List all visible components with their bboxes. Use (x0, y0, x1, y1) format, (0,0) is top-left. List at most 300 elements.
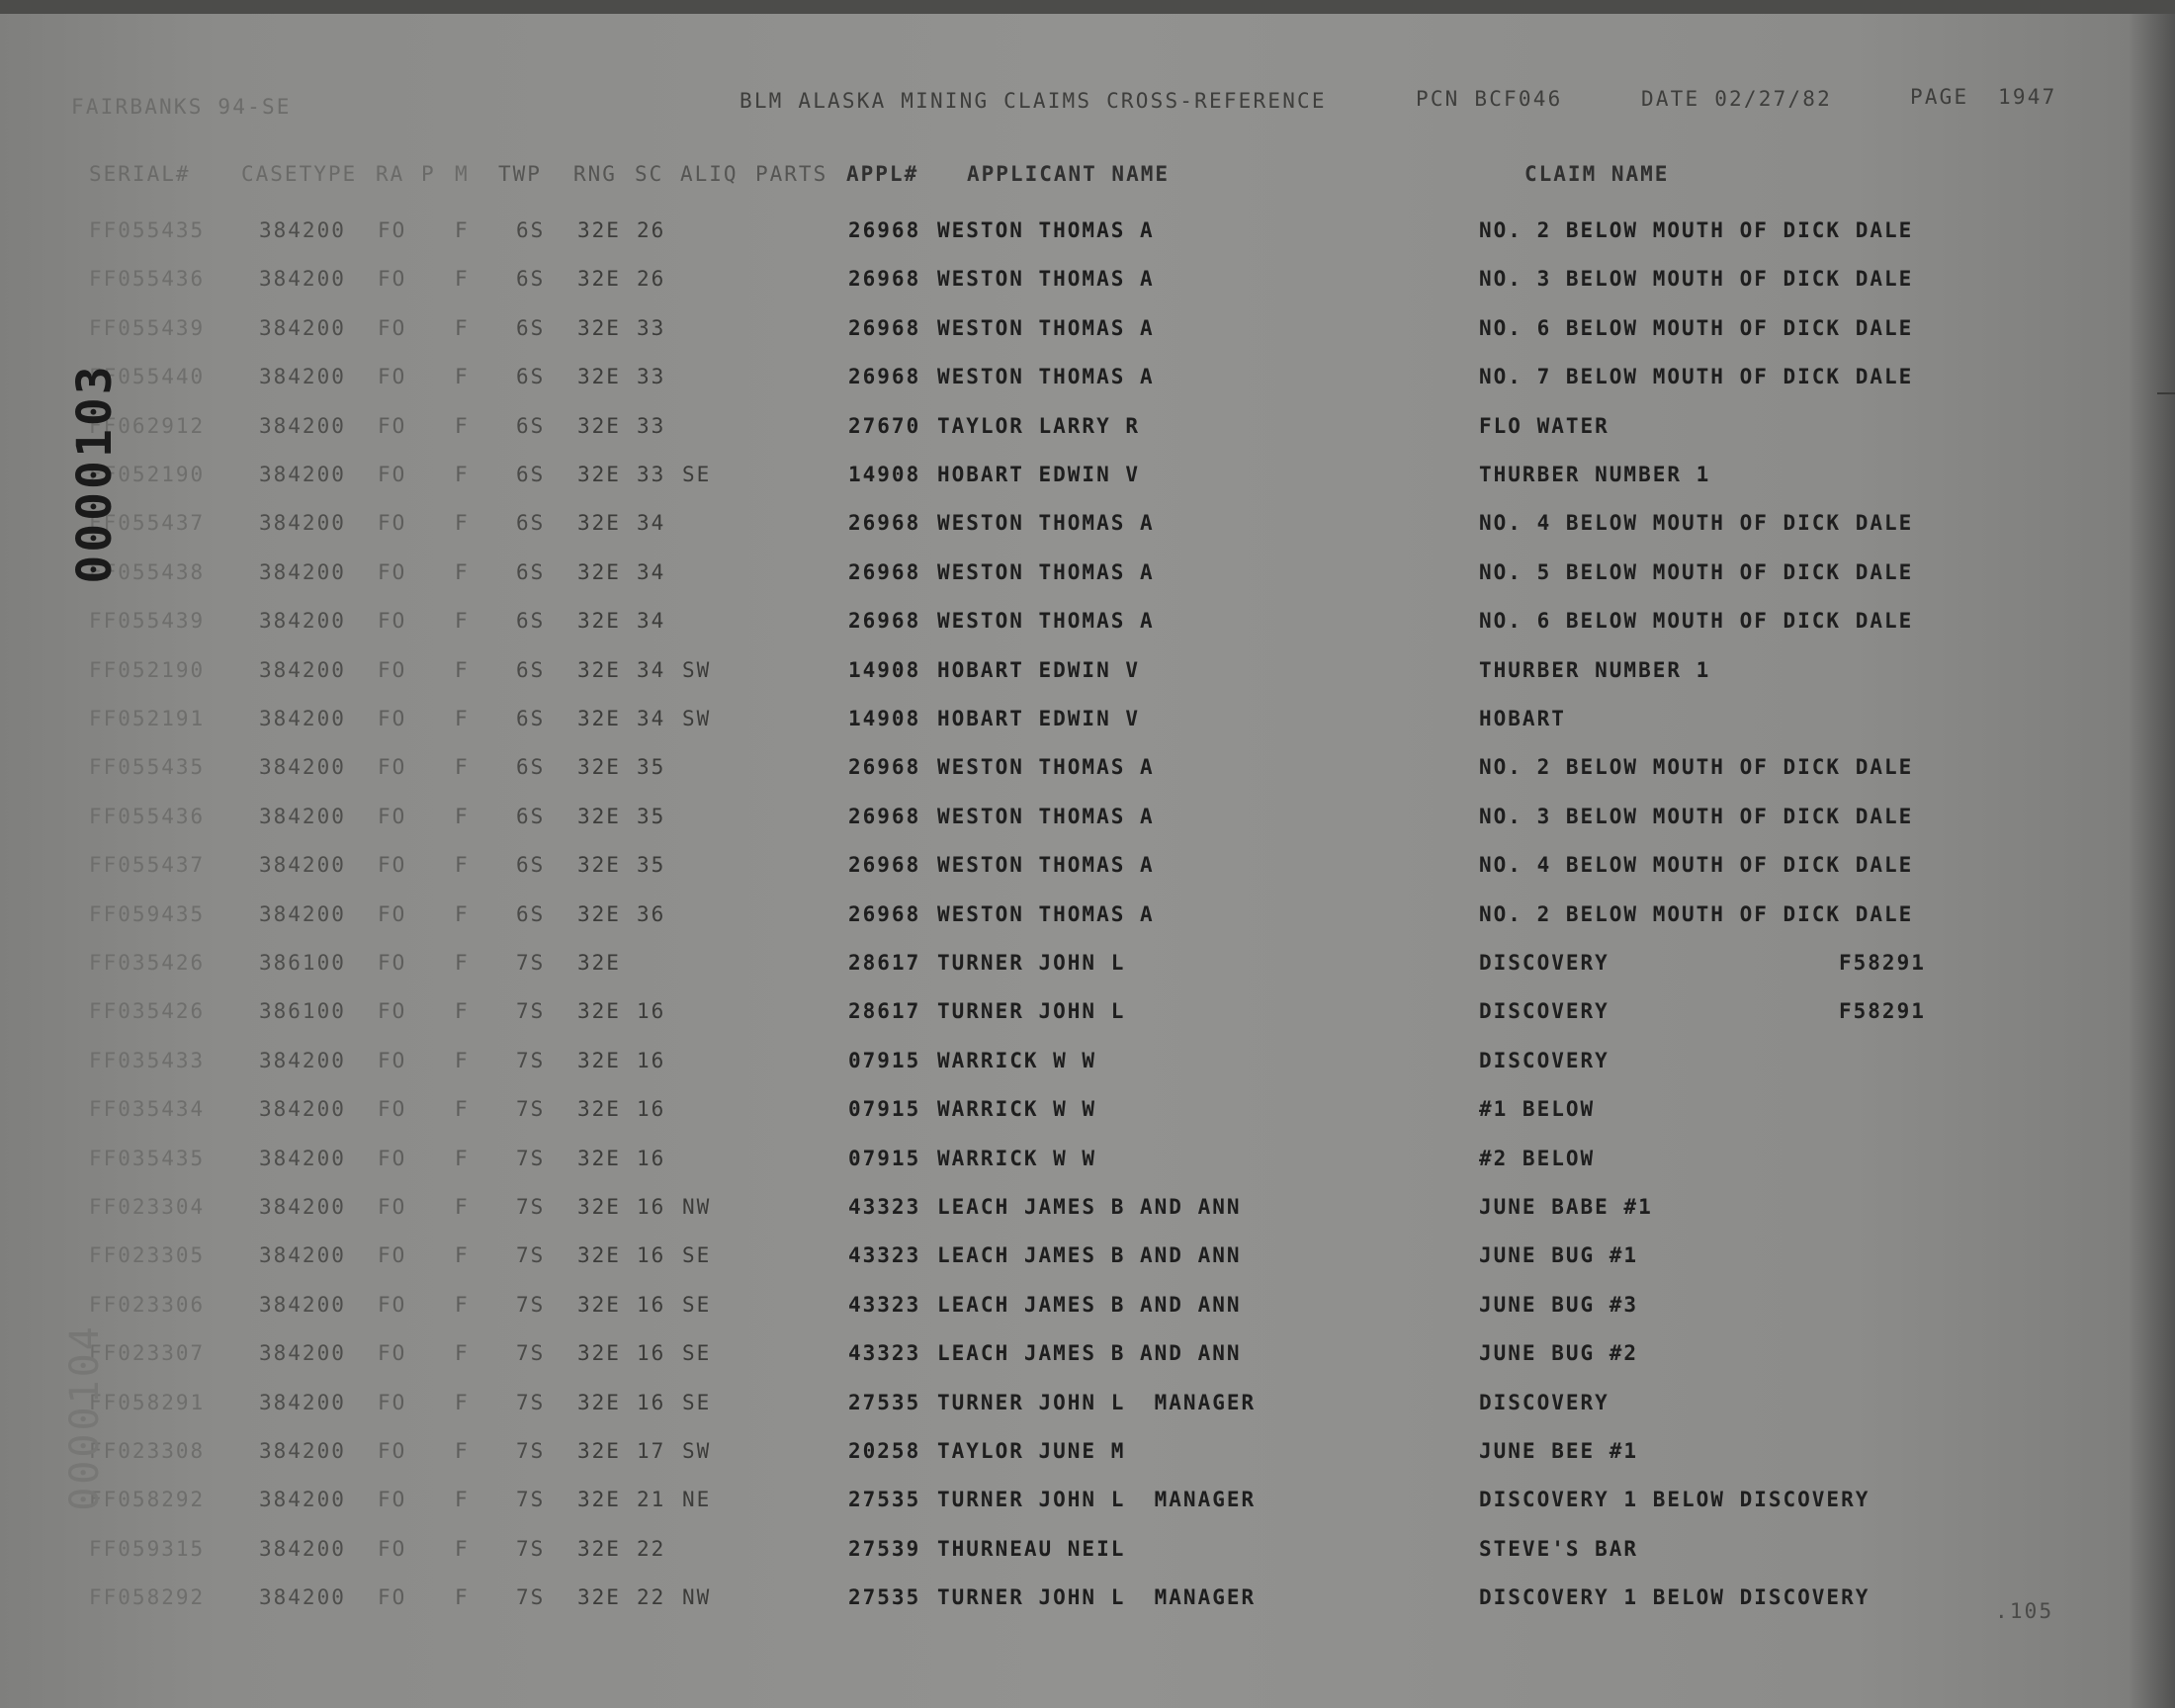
cell-p: F (455, 559, 470, 584)
cell-sc: 34 (637, 559, 666, 584)
table-row (0, 1293, 2175, 1332)
table-row (0, 609, 2175, 648)
cell-ra: FO (378, 1146, 407, 1170)
report-title: BLM ALASKA MINING CLAIMS CROSS-REFERENCE (740, 89, 1327, 113)
cell-casetype: 384200 (259, 1439, 346, 1463)
cell-ra: FO (378, 1048, 407, 1072)
cell-rng: 32E (577, 1292, 621, 1317)
cell-appl: 28617 (848, 951, 921, 975)
cell-claim-name: DISCOVERY (1479, 951, 1610, 975)
cell-twp: 7S (516, 1292, 546, 1317)
cell-ra: FO (378, 463, 407, 486)
cell-serial: FF055438 (89, 559, 206, 584)
cell-applicant-name: LEACH JAMES B AND ANN (937, 1243, 1242, 1268)
cell-appl: 26968 (848, 804, 921, 828)
cell-applicant-name: HOBART EDWIN V (937, 707, 1141, 730)
cell-applicant-name: WARRICK W W (937, 1146, 1097, 1170)
cell-twp: 7S (516, 1390, 546, 1414)
cell-twp: 6S (516, 804, 546, 828)
cell-aliq: SE (682, 1243, 712, 1268)
cell-serial: FF052190 (89, 463, 206, 486)
cell-sc: 34 (637, 707, 666, 730)
cell-ra: FO (378, 853, 407, 878)
cell-serial: FF058292 (89, 1585, 206, 1610)
cell-appl: 43323 (848, 1243, 921, 1268)
cell-ra: FO (378, 511, 407, 536)
cell-rng: 32E (577, 1341, 621, 1366)
cell-casetype: 384200 (259, 707, 346, 730)
cell-appl: 26968 (848, 315, 921, 340)
table-row (0, 365, 2175, 404)
cell-applicant-name: WESTON THOMAS A (937, 559, 1155, 584)
cell-sc: 22 (637, 1536, 666, 1561)
cell-sc: 16 (637, 1341, 666, 1366)
cell-casetype: 384200 (259, 1341, 346, 1366)
cell-claim-name: #1 BELOW (1479, 1097, 1596, 1122)
cell-p: F (455, 1341, 470, 1366)
cell-aliq: SW (682, 707, 712, 730)
cell-twp: 7S (516, 951, 546, 975)
table-row (0, 1097, 2175, 1137)
column-header-claim: CLAIM NAME (1524, 162, 1670, 186)
cell-ra: FO (378, 1439, 407, 1463)
cell-aliq: SE (682, 1341, 712, 1366)
cell-claim-name: NO. 3 BELOW MOUTH OF DICK DALE (1479, 267, 1914, 292)
cell-claim-name: THURBER NUMBER 1 (1479, 657, 1711, 682)
cell-serial: FF035433 (89, 1048, 206, 1072)
cell-casetype: 384200 (259, 1585, 346, 1610)
cell-p: F (455, 1097, 470, 1122)
cell-appl: 26968 (848, 559, 921, 584)
cell-serial: FF035426 (89, 951, 206, 975)
cell-ra: FO (378, 1195, 407, 1219)
cell-twp: 6S (516, 853, 546, 878)
cell-ra: FO (378, 267, 407, 292)
cell-rng: 32E (577, 853, 621, 878)
cell-twp: 6S (516, 365, 546, 389)
cell-applicant-name: WESTON THOMAS A (937, 804, 1155, 828)
cell-p: F (455, 609, 470, 634)
cell-sc: 33 (637, 315, 666, 340)
cell-serial: FF023307 (89, 1341, 206, 1366)
cell-ra: FO (378, 1536, 407, 1561)
cell-twp: 7S (516, 1536, 546, 1561)
cell-twp: 7S (516, 1439, 546, 1463)
cell-twp: 6S (516, 707, 546, 730)
cell-serial: FF055440 (89, 365, 206, 389)
table-row (0, 658, 2175, 698)
cell-ra: FO (378, 999, 407, 1024)
cell-p: F (455, 951, 470, 975)
cell-casetype: 384200 (259, 365, 346, 389)
cell-appl: 26968 (848, 901, 921, 926)
cell-rng: 32E (577, 1439, 621, 1463)
cell-twp: 6S (516, 315, 546, 340)
table-row (0, 1195, 2175, 1235)
cell-p: F (455, 267, 470, 292)
cell-reference: F58291 (1839, 999, 1926, 1024)
cell-claim-name: JUNE BUG #1 (1479, 1243, 1639, 1268)
cell-twp: 7S (516, 1488, 546, 1512)
cell-ra: FO (378, 1488, 407, 1512)
column-header-p: P (421, 162, 436, 186)
cell-casetype: 384200 (259, 1488, 346, 1512)
cell-ra: FO (378, 1243, 407, 1268)
cell-aliq: SW (682, 1439, 712, 1463)
cell-claim-name: DISCOVERY (1479, 999, 1610, 1024)
cell-ra: FO (378, 804, 407, 828)
cell-claim-name: THURBER NUMBER 1 (1479, 463, 1711, 486)
cell-casetype: 384200 (259, 1097, 346, 1122)
cell-sc: 34 (637, 511, 666, 536)
cell-appl: 27535 (848, 1390, 921, 1414)
cell-ra: FO (378, 1097, 407, 1122)
cell-appl: 26968 (848, 853, 921, 878)
film-frame-stamp: 0000103 (67, 363, 123, 584)
cell-appl: 07915 (848, 1097, 921, 1122)
cell-serial: FF023306 (89, 1292, 206, 1317)
cell-serial: FF055436 (89, 804, 206, 828)
cell-p: F (455, 707, 470, 730)
cell-ra: FO (378, 365, 407, 389)
cell-rng: 32E (577, 707, 621, 730)
cell-aliq: NW (682, 1195, 712, 1219)
cell-rng: 32E (577, 413, 621, 438)
table-row (0, 707, 2175, 746)
column-header-m: M (455, 162, 470, 186)
cell-applicant-name: WESTON THOMAS A (937, 267, 1155, 292)
cell-serial: FF058291 (89, 1390, 206, 1414)
cell-twp: 6S (516, 901, 546, 926)
cell-ra: FO (378, 951, 407, 975)
cell-applicant-name: TURNER JOHN L (937, 951, 1126, 975)
cell-p: F (455, 1243, 470, 1268)
cell-twp: 6S (516, 609, 546, 634)
cell-twp: 6S (516, 755, 546, 780)
cell-p: F (455, 1439, 470, 1463)
cell-claim-name: NO. 4 BELOW MOUTH OF DICK DALE (1479, 853, 1914, 878)
cell-casetype: 384200 (259, 1390, 346, 1414)
cell-sc: 22 (637, 1585, 666, 1610)
cell-appl: 27535 (848, 1585, 921, 1610)
cell-appl: 27670 (848, 413, 921, 438)
cell-serial: FF059315 (89, 1536, 206, 1561)
cell-rng: 32E (577, 1585, 621, 1610)
cell-claim-name: NO. 3 BELOW MOUTH OF DICK DALE (1479, 804, 1914, 828)
cell-rng: 32E (577, 1048, 621, 1072)
table-row (0, 267, 2175, 306)
cell-serial: FF058292 (89, 1488, 206, 1512)
table-row (0, 511, 2175, 551)
cell-sc: 34 (637, 657, 666, 682)
cell-twp: 7S (516, 1585, 546, 1610)
cell-p: F (455, 511, 470, 536)
table-row (0, 1488, 2175, 1527)
cell-ra: FO (378, 218, 407, 242)
cell-aliq: SW (682, 657, 712, 682)
cell-applicant-name: HOBART EDWIN V (937, 657, 1141, 682)
cell-serial: FF023304 (89, 1195, 206, 1219)
cell-casetype: 384200 (259, 511, 346, 536)
report-region: FAIRBANKS 94-SE (71, 95, 292, 119)
cell-applicant-name: LEACH JAMES B AND ANN (937, 1292, 1242, 1317)
cell-p: F (455, 1390, 470, 1414)
cell-serial: FF055437 (89, 511, 206, 536)
cell-ra: FO (378, 901, 407, 926)
cell-serial: FF055435 (89, 218, 206, 242)
cell-claim-name: DISCOVERY 1 BELOW DISCOVERY (1479, 1585, 1870, 1610)
cell-claim-name: #2 BELOW (1479, 1146, 1596, 1170)
cell-claim-name: DISCOVERY 1 BELOW DISCOVERY (1479, 1488, 1870, 1512)
table-row (0, 1439, 2175, 1479)
cell-sc: 33 (637, 463, 666, 486)
column-header-applicant: APPLICANT NAME (967, 162, 1171, 186)
cell-sc: 16 (637, 1146, 666, 1170)
column-header-rng: RNG (573, 162, 617, 186)
cell-ra: FO (378, 315, 407, 340)
cell-appl: 07915 (848, 1048, 921, 1072)
cell-appl: 26968 (848, 609, 921, 634)
cell-appl: 27539 (848, 1536, 921, 1561)
column-header-serial: SERIAL# (89, 162, 191, 186)
column-header-parts: PARTS (755, 162, 828, 186)
cell-aliq: SE (682, 463, 712, 486)
cell-sc: 35 (637, 804, 666, 828)
cell-rng: 32E (577, 804, 621, 828)
table-row (0, 414, 2175, 454)
cell-rng: 32E (577, 609, 621, 634)
report-date: DATE 02/27/82 (1641, 87, 1832, 111)
cell-serial: FF035426 (89, 999, 206, 1024)
cell-ra: FO (378, 657, 407, 682)
cell-applicant-name: WESTON THOMAS A (937, 365, 1155, 389)
cell-twp: 7S (516, 999, 546, 1024)
cell-applicant-name: TURNER JOHN L MANAGER (937, 1390, 1257, 1414)
table-row (0, 218, 2175, 258)
cell-casetype: 384200 (259, 901, 346, 926)
table-row (0, 560, 2175, 600)
cell-p: F (455, 1195, 470, 1219)
cell-appl: 27535 (848, 1488, 921, 1512)
table-row (0, 1147, 2175, 1186)
cell-casetype: 384200 (259, 1195, 346, 1219)
cell-p: F (455, 365, 470, 389)
table-row (0, 853, 2175, 893)
cell-aliq: SE (682, 1292, 712, 1317)
cell-sc: 36 (637, 901, 666, 926)
cell-rng: 32E (577, 1097, 621, 1122)
cell-claim-name: NO. 7 BELOW MOUTH OF DICK DALE (1479, 365, 1914, 389)
cell-applicant-name: THURNEAU NEIL (937, 1536, 1126, 1561)
cell-appl: 26968 (848, 511, 921, 536)
cell-claim-name: STEVE'S BAR (1479, 1536, 1639, 1561)
cell-rng: 32E (577, 1488, 621, 1512)
cell-serial: FF035434 (89, 1097, 206, 1122)
cell-claim-name: JUNE BUG #3 (1479, 1292, 1639, 1317)
cell-rng: 32E (577, 267, 621, 292)
cell-sc: 35 (637, 755, 666, 780)
cell-sc: 35 (637, 853, 666, 878)
cell-applicant-name: TURNER JOHN L MANAGER (937, 1585, 1257, 1610)
cell-casetype: 384200 (259, 463, 346, 486)
cell-casetype: 386100 (259, 951, 346, 975)
cell-rng: 32E (577, 1146, 621, 1170)
cell-serial: FF052191 (89, 707, 206, 730)
cell-p: F (455, 657, 470, 682)
cell-casetype: 384200 (259, 609, 346, 634)
cell-casetype: 384200 (259, 413, 346, 438)
cell-rng: 32E (577, 999, 621, 1024)
cell-applicant-name: WESTON THOMAS A (937, 609, 1155, 634)
cell-rng: 32E (577, 1536, 621, 1561)
cell-ra: FO (378, 707, 407, 730)
cell-serial: FF055439 (89, 315, 206, 340)
cell-sc: 16 (637, 1048, 666, 1072)
cell-p: F (455, 1585, 470, 1610)
cell-serial: FF055436 (89, 267, 206, 292)
cell-p: F (455, 1146, 470, 1170)
cell-applicant-name: TURNER JOHN L MANAGER (937, 1488, 1257, 1512)
cell-sc: 16 (637, 1390, 666, 1414)
cell-sc: 16 (637, 1292, 666, 1317)
cell-twp: 7S (516, 1243, 546, 1268)
film-frame-stamp-faint: 0000104 (62, 1324, 108, 1511)
cell-serial: FF035435 (89, 1146, 206, 1170)
cell-casetype: 384200 (259, 559, 346, 584)
cell-rng: 32E (577, 951, 621, 975)
cell-casetype: 386100 (259, 999, 346, 1024)
cell-rng: 32E (577, 463, 621, 486)
cell-rng: 32E (577, 901, 621, 926)
cell-appl: 26968 (848, 218, 921, 242)
cell-serial: FF023308 (89, 1439, 206, 1463)
cell-sc: 17 (637, 1439, 666, 1463)
cell-claim-name: DISCOVERY (1479, 1048, 1610, 1072)
cell-claim-name: JUNE BEE #1 (1479, 1439, 1639, 1463)
table-row (0, 951, 2175, 990)
cell-serial: FF055435 (89, 755, 206, 780)
cell-p: F (455, 1292, 470, 1317)
cell-p: F (455, 804, 470, 828)
cell-applicant-name: WESTON THOMAS A (937, 511, 1155, 536)
cell-twp: 7S (516, 1195, 546, 1219)
cell-applicant-name: TAYLOR LARRY R (937, 413, 1141, 438)
cell-sc: 16 (637, 1097, 666, 1122)
table-row (0, 1391, 2175, 1430)
cell-sc: 16 (637, 1195, 666, 1219)
cell-aliq: SE (682, 1390, 712, 1414)
cell-aliq: NE (682, 1488, 712, 1512)
cell-casetype: 384200 (259, 1536, 346, 1561)
cell-appl: 28617 (848, 999, 921, 1024)
cell-claim-name: NO. 2 BELOW MOUTH OF DICK DALE (1479, 755, 1914, 780)
table-row (0, 755, 2175, 795)
cell-rng: 32E (577, 657, 621, 682)
cell-appl: 14908 (848, 707, 921, 730)
cell-claim-name: NO. 6 BELOW MOUTH OF DICK DALE (1479, 315, 1914, 340)
cell-casetype: 384200 (259, 1292, 346, 1317)
cell-p: F (455, 463, 470, 486)
cell-claim-name: HOBART (1479, 707, 1566, 730)
cell-twp: 6S (516, 559, 546, 584)
cell-casetype: 384200 (259, 1243, 346, 1268)
cell-ra: FO (378, 1341, 407, 1366)
cell-sc: 33 (637, 365, 666, 389)
cell-serial: FF055437 (89, 853, 206, 878)
cell-applicant-name: HOBART EDWIN V (937, 463, 1141, 486)
cell-sc: 33 (637, 413, 666, 438)
cell-p: F (455, 413, 470, 438)
cell-claim-name: NO. 2 BELOW MOUTH OF DICK DALE (1479, 901, 1914, 926)
cell-twp: 7S (516, 1146, 546, 1170)
cell-twp: 6S (516, 267, 546, 292)
cell-ra: FO (378, 413, 407, 438)
cell-applicant-name: WESTON THOMAS A (937, 315, 1155, 340)
cell-applicant-name: WARRICK W W (937, 1048, 1097, 1072)
cell-twp: 6S (516, 511, 546, 536)
cell-p: F (455, 1048, 470, 1072)
cell-claim-name: NO. 6 BELOW MOUTH OF DICK DALE (1479, 609, 1914, 634)
cell-applicant-name: TURNER JOHN L (937, 999, 1126, 1024)
table-row (0, 1243, 2175, 1283)
cell-ra: FO (378, 1585, 407, 1610)
cell-applicant-name: WESTON THOMAS A (937, 853, 1155, 878)
cell-claim-name: NO. 2 BELOW MOUTH OF DICK DALE (1479, 218, 1914, 242)
cell-appl: 07915 (848, 1146, 921, 1170)
table-row (0, 999, 2175, 1039)
cell-applicant-name: WESTON THOMAS A (937, 218, 1155, 242)
cell-rng: 32E (577, 1195, 621, 1219)
cell-casetype: 384200 (259, 804, 346, 828)
column-header-aliq: ALIQ (680, 162, 739, 186)
cell-applicant-name: WESTON THOMAS A (937, 755, 1155, 780)
cell-twp: 6S (516, 463, 546, 486)
report-page: PAGE 1947 (1910, 85, 2057, 109)
cell-ra: FO (378, 559, 407, 584)
cell-ra: FO (378, 609, 407, 634)
cell-claim-name: DISCOVERY (1479, 1390, 1610, 1414)
cell-casetype: 384200 (259, 1048, 346, 1072)
cell-twp: 7S (516, 1097, 546, 1122)
cell-sc: 34 (637, 609, 666, 634)
cell-p: F (455, 218, 470, 242)
cell-casetype: 384200 (259, 267, 346, 292)
column-header-sc: SC (635, 162, 664, 186)
cell-serial: FF023305 (89, 1243, 206, 1268)
cell-appl: 26968 (848, 755, 921, 780)
cell-twp: 6S (516, 218, 546, 242)
cell-casetype: 384200 (259, 657, 346, 682)
cell-applicant-name: WESTON THOMAS A (937, 901, 1155, 926)
cell-appl: 26968 (848, 365, 921, 389)
cell-p: F (455, 1536, 470, 1561)
table-row (0, 1049, 2175, 1088)
cell-p: F (455, 315, 470, 340)
column-header-twp: TWP (498, 162, 542, 186)
cell-casetype: 384200 (259, 755, 346, 780)
cell-claim-name: FLO WATER (1479, 413, 1610, 438)
frame-number: .105 (1995, 1599, 2054, 1623)
cell-serial: FF055439 (89, 609, 206, 634)
cell-sc: 16 (637, 999, 666, 1024)
cell-twp: 6S (516, 413, 546, 438)
cell-sc: 21 (637, 1488, 666, 1512)
cell-appl: 26968 (848, 267, 921, 292)
cell-sc: 26 (637, 218, 666, 242)
cell-appl: 14908 (848, 657, 921, 682)
cell-casetype: 384200 (259, 218, 346, 242)
report-pcn: PCN BCF046 (1416, 87, 1563, 111)
